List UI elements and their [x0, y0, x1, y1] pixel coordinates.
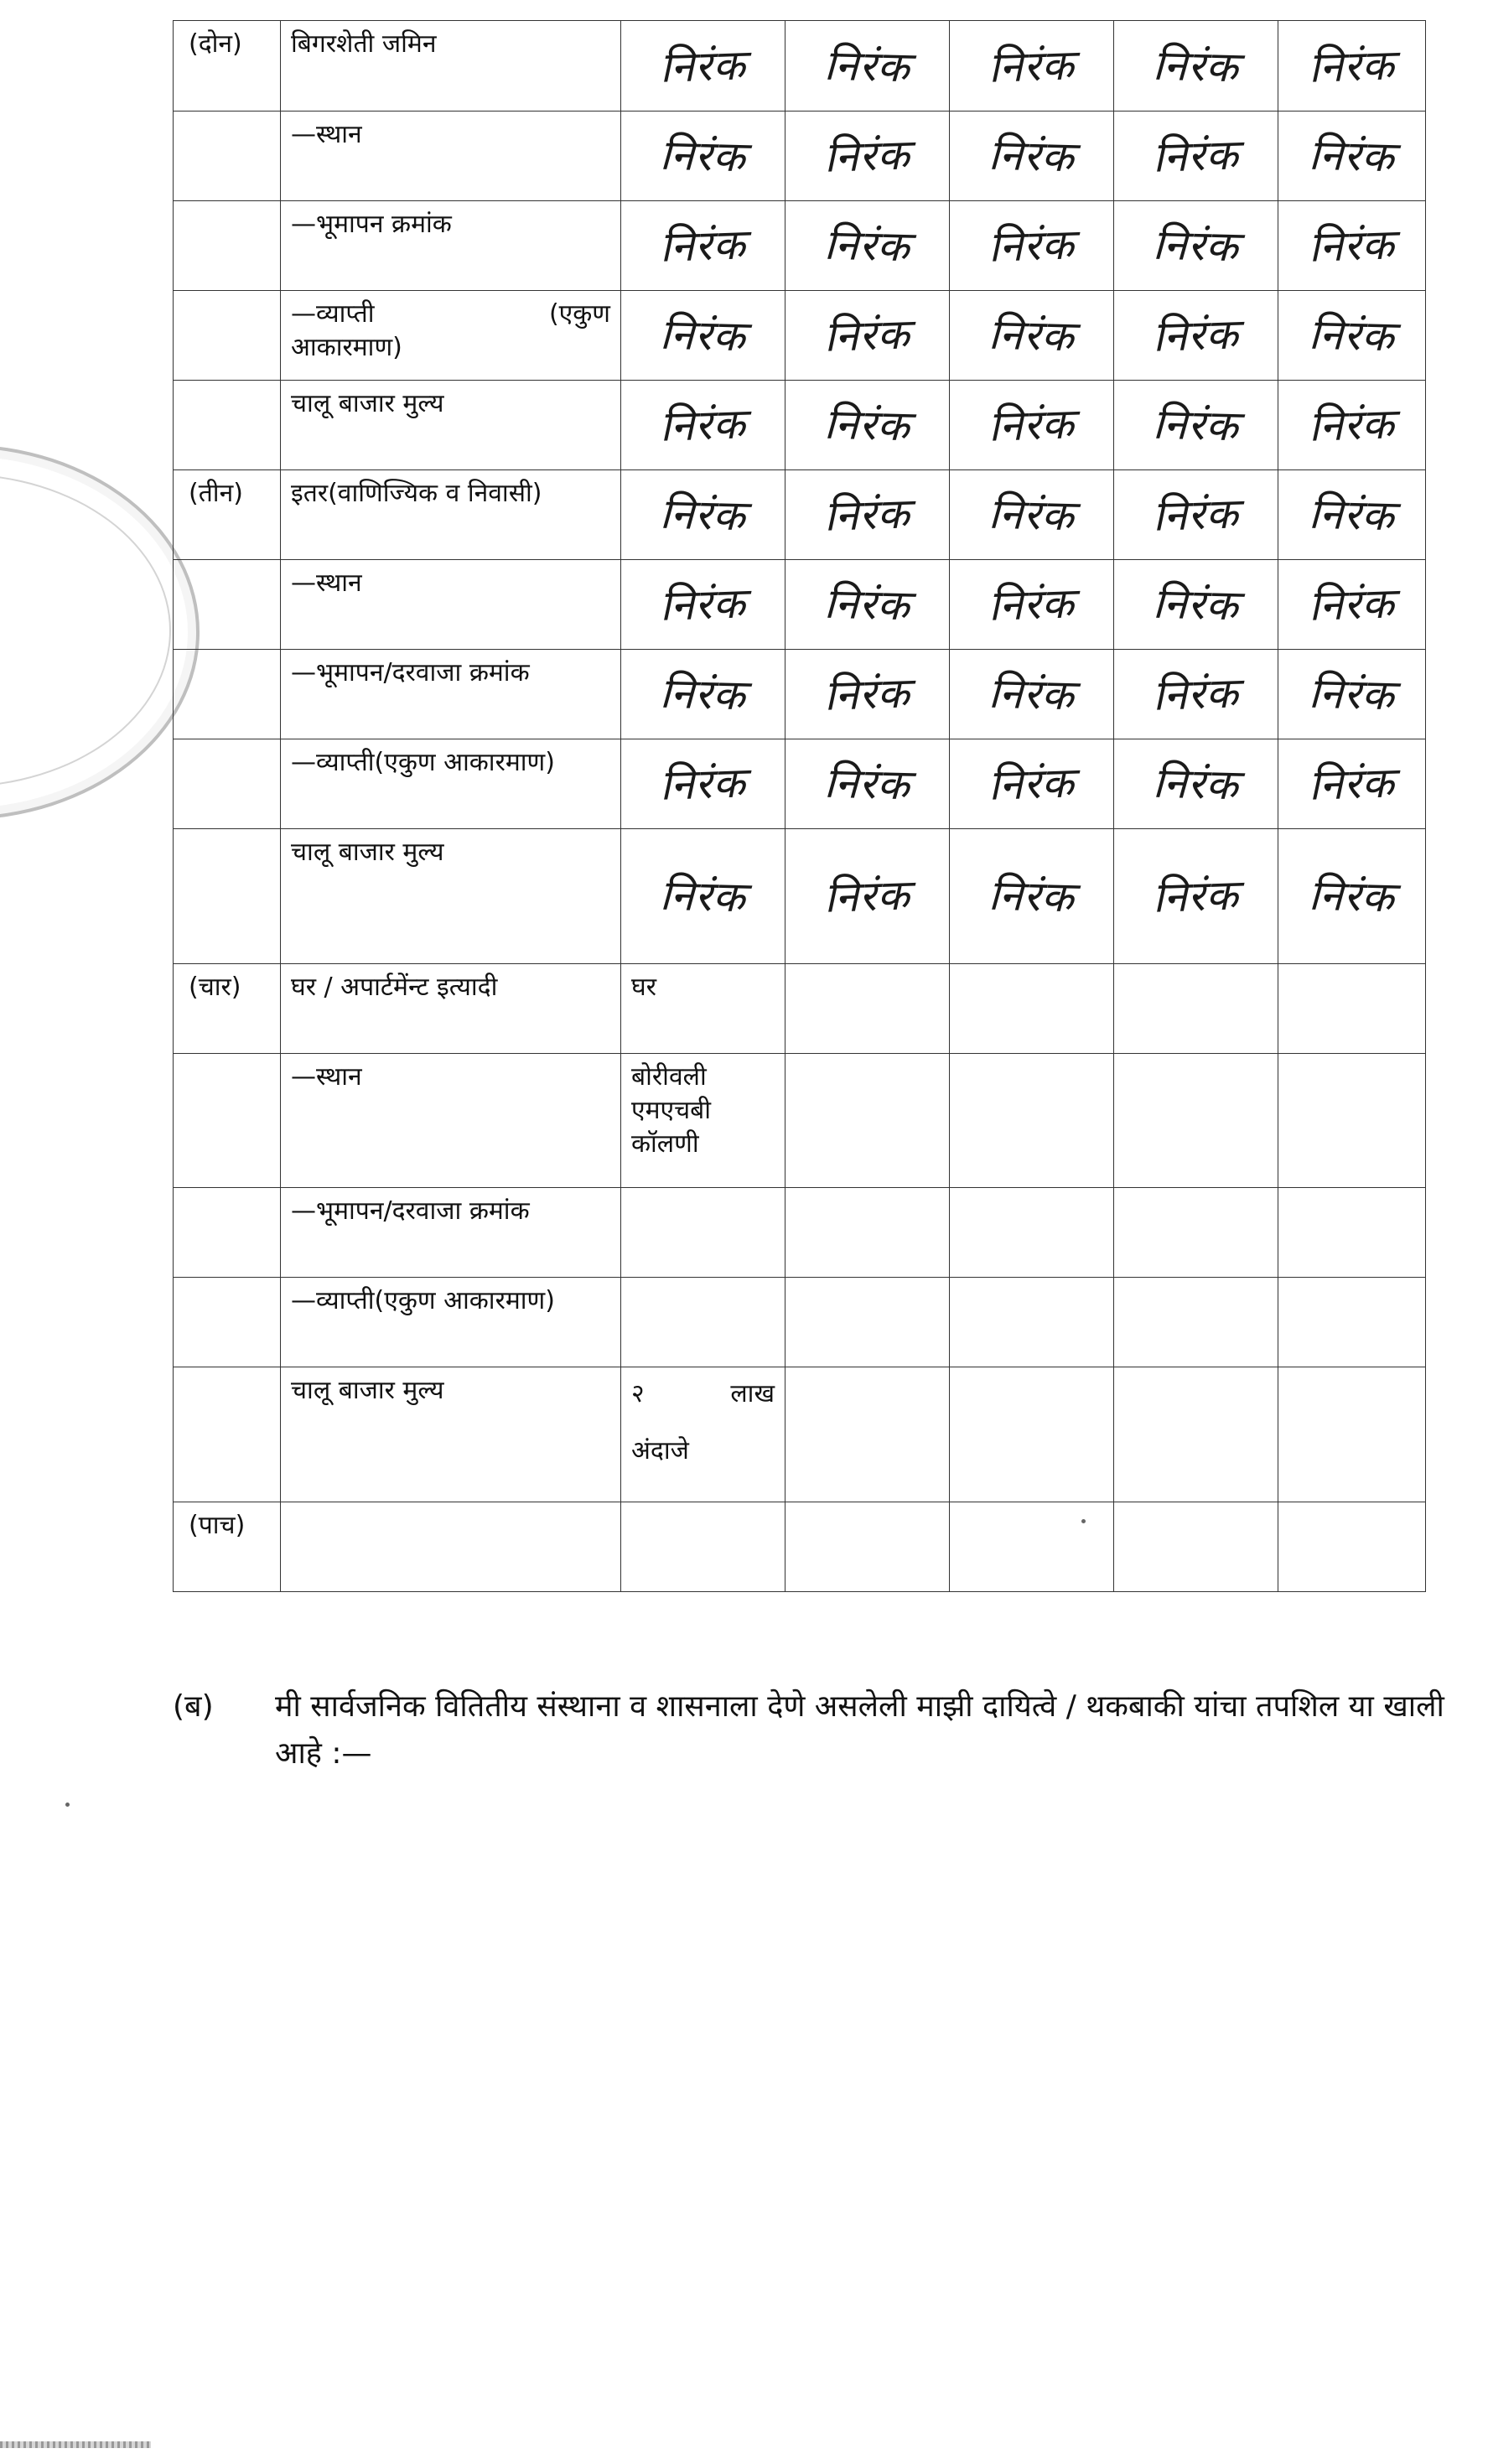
table-row: [174, 560, 1426, 650]
handwritten-nil: निरंक: [1308, 309, 1396, 361]
handwritten-nil: निरंक: [988, 130, 1076, 182]
handwritten-nil: निरंक: [659, 39, 747, 92]
table-row: [174, 650, 1426, 739]
value-cell-market-value: [621, 1367, 785, 1502]
handwritten-nil: निरंक: [1308, 870, 1396, 922]
handwritten-nil: निरंक: [1152, 130, 1240, 182]
row-label: —व्याप्ती(एकुण आकारमाण): [281, 1278, 621, 1367]
handwritten-nil: निरंक: [659, 399, 747, 451]
handwritten-nil: निरंक: [659, 130, 747, 182]
row-label: चालू बाजार मुल्य: [281, 1367, 621, 1502]
asset-declaration-table: [173, 20, 1426, 1592]
table-row: [174, 1367, 1426, 1502]
value-part: २: [631, 1379, 645, 1408]
handwritten-nil: निरंक: [823, 578, 911, 630]
handwritten-nil: निरंक: [659, 870, 747, 922]
handwritten-nil: निरंक: [988, 758, 1076, 810]
handwritten-nil: निरंक: [1152, 668, 1240, 720]
value-line: कॉलणी: [631, 1129, 699, 1159]
row-label: —स्थान: [281, 560, 621, 650]
handwritten-nil: निरंक: [1152, 220, 1240, 272]
value-line: बोरीवली: [631, 1062, 707, 1092]
table-row: [174, 829, 1426, 964]
handwritten-nil: निरंक: [659, 578, 747, 630]
handwritten-nil: निरंक: [1152, 399, 1240, 451]
handwritten-nil: निरंक: [1308, 758, 1396, 810]
handwritten-nil: निरंक: [1308, 399, 1396, 451]
handwritten-nil: निरंक: [823, 220, 911, 272]
scan-speck: [1081, 1519, 1086, 1523]
handwritten-nil: निरंक: [1308, 578, 1396, 630]
paragraph-text: मी सार्वजनिक वितितीय संस्थाना व शासनाला देणे असलेली माझी दायित्वे / थकबाकी यांचा तपशिल या खाली आहे :—: [275, 1689, 1444, 1771]
handwritten-nil: निरंक: [1152, 870, 1240, 922]
row-label-part: (एकुण: [548, 299, 610, 329]
handwritten-nil: निरंक: [823, 309, 911, 361]
value-cell-location: [621, 1054, 785, 1188]
handwritten-nil: निरंक: [988, 489, 1076, 541]
handwritten-nil: निरंक: [659, 758, 747, 810]
handwritten-nil: निरंक: [1152, 309, 1240, 361]
handwritten-nil: निरंक: [823, 40, 911, 91]
value-line: एमएचबी: [631, 1096, 712, 1125]
row-label-part: —व्याप्ती: [291, 299, 375, 329]
section-number: (पाच): [174, 1502, 281, 1592]
row-label: —भूमापन क्रमांक: [281, 201, 621, 291]
handwritten-nil: निरंक: [988, 220, 1076, 272]
table-row: [174, 201, 1426, 291]
value-part: लाख: [730, 1379, 775, 1408]
table-row: [174, 1278, 1426, 1367]
scan-edge-mark: [0, 2441, 151, 2448]
row-label: —स्थान: [281, 112, 621, 201]
row-label: —व्याप्ती(एकुण आकारमाण): [281, 739, 621, 829]
handwritten-nil: निरंक: [823, 399, 911, 451]
table-row: [174, 739, 1426, 829]
handwritten-nil: निरंक: [1152, 489, 1240, 541]
value-part: अंदाजे: [631, 1436, 689, 1465]
handwritten-nil: निरंक: [988, 668, 1076, 720]
row-label-extent: [281, 291, 621, 381]
handwritten-nil: निरंक: [1152, 758, 1240, 810]
handwritten-nil: निरंक: [823, 130, 911, 182]
section-number: (दोन): [174, 21, 281, 112]
handwritten-nil: निरंक: [659, 489, 747, 541]
handwritten-nil: निरंक: [659, 220, 747, 272]
handwritten-nil: निरंक: [988, 39, 1076, 92]
handwritten-nil: निरंक: [659, 309, 747, 361]
handwritten-nil: निरंक: [823, 668, 911, 720]
handwritten-nil: निरंक: [1308, 489, 1396, 541]
table-row: [174, 381, 1426, 470]
section-title: बिगरशेती जमिन: [281, 21, 621, 112]
table-row: [174, 470, 1426, 560]
row-label-part: आकारमाण): [291, 333, 402, 362]
row-label: —भूमापन/दरवाजा क्रमांक: [281, 1188, 621, 1278]
row-label: चालू बाजार मुल्य: [281, 381, 621, 470]
handwritten-nil: निरंक: [1308, 130, 1396, 182]
handwritten-nil: निरंक: [988, 870, 1076, 922]
handwritten-nil: निरंक: [1152, 40, 1240, 91]
section-number: (तीन): [174, 470, 281, 560]
handwritten-nil: निरंक: [823, 489, 911, 541]
table-row: [174, 1188, 1426, 1278]
section-title: इतर(वाणिज्यिक व निवासी): [281, 470, 621, 560]
handwritten-nil: निरंक: [988, 309, 1076, 361]
table-row: [174, 21, 1426, 112]
table-row: [174, 964, 1426, 1054]
scan-speck: [65, 1803, 70, 1807]
section-title: घर / अपार्टमेंन्ट इत्यादी: [281, 964, 621, 1054]
handwritten-nil: निरंक: [988, 578, 1076, 630]
handwritten-nil: निरंक: [1308, 39, 1396, 92]
table-row: [174, 1502, 1426, 1592]
handwritten-nil: निरंक: [823, 758, 911, 810]
row-label: चालू बाजार मुल्य: [281, 829, 621, 964]
handwritten-nil: निरंक: [988, 399, 1076, 451]
table-row: [174, 112, 1426, 201]
row-label: —भूमापन/दरवाजा क्रमांक: [281, 650, 621, 739]
paragraph-label: (ब): [173, 1689, 214, 1724]
row-label: —स्थान: [281, 1054, 621, 1188]
handwritten-nil: निरंक: [659, 668, 747, 720]
value-cell: घर: [621, 964, 785, 1054]
table-row: [174, 291, 1426, 381]
handwritten-nil: निरंक: [1308, 668, 1396, 720]
section-number: (चार): [174, 964, 281, 1054]
handwritten-nil: निरंक: [823, 870, 911, 922]
table-row: [174, 1054, 1426, 1188]
handwritten-nil: निरंक: [1308, 220, 1396, 272]
handwritten-nil: निरंक: [1152, 578, 1240, 630]
